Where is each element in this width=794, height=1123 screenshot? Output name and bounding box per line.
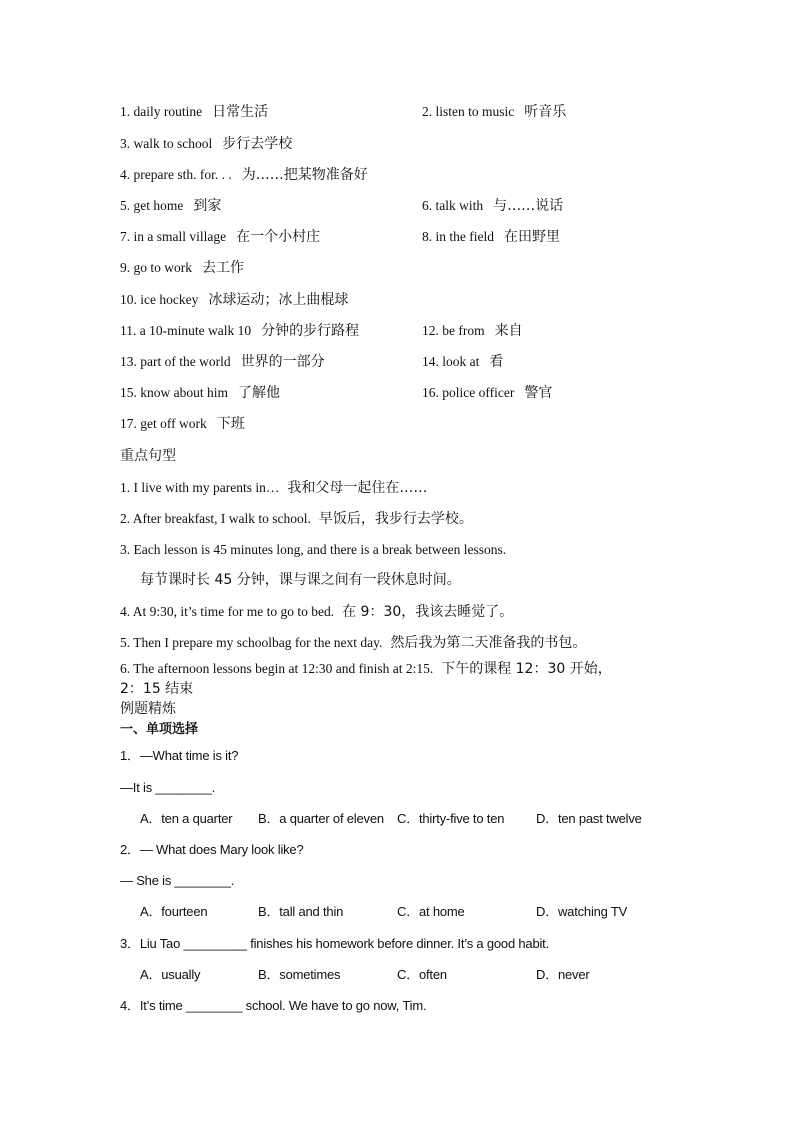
phrase-item: 4. prepare sth. for. . . 为……把某物准备好 bbox=[120, 167, 368, 183]
phrase-item: 14. look at 看 bbox=[422, 354, 504, 370]
option-a: A．ten a quarter bbox=[140, 811, 233, 826]
key-sentences-heading: 重点句型 bbox=[120, 448, 176, 464]
phrase-item: 1. daily routine 日常生活 bbox=[120, 104, 269, 120]
sentence-item: 4. At 9:30, it’s time for me to go to bed. 在 9：30，我该去睡觉了。 bbox=[120, 604, 514, 620]
option-b: B．sometimes bbox=[258, 967, 341, 982]
option-a: A．fourteen bbox=[140, 904, 208, 919]
sentence-translation: 每节课时长 45 分钟，课与课之间有一段休息时间。 bbox=[140, 572, 461, 588]
question-stem: —It is ________. bbox=[120, 780, 216, 795]
option-c: C．at home bbox=[397, 904, 465, 919]
phrase-item: 16. police officer 警官 bbox=[422, 385, 553, 401]
phrase-item: 6. talk with 与……说话 bbox=[422, 198, 564, 214]
phrase-item: 13. part of the world 世界的一部分 bbox=[120, 354, 325, 370]
option-d: D．ten past twelve bbox=[536, 811, 642, 826]
question-stem: 2．— What does Mary look like? bbox=[120, 842, 304, 857]
sentence-item: 6. The afternoon lessons begin at 12:30 and finish at 2:15. 下午的课程 12：30 开始， bbox=[120, 661, 612, 677]
phrase-item: 17. get off work 下班 bbox=[120, 416, 245, 432]
phrase-item: 3. walk to school 步行去学校 bbox=[120, 136, 293, 152]
section-title: 一、单项选择 bbox=[120, 722, 199, 737]
option-b: B．tall and thin bbox=[258, 904, 344, 919]
option-d: D．never bbox=[536, 967, 590, 982]
option-c: C．thirty-five to ten bbox=[397, 811, 505, 826]
phrase-item: 11. a 10-minute walk 10 分钟的步行路程 bbox=[120, 323, 360, 339]
phrase-item: 2. listen to music 听音乐 bbox=[422, 104, 567, 120]
question-stem: — She is ________. bbox=[120, 873, 235, 888]
option-a: A．usually bbox=[140, 967, 201, 982]
exercise-heading: 例题精炼 bbox=[120, 701, 176, 717]
phrase-item: 7. in a small village 在一个小村庄 bbox=[120, 229, 321, 245]
phrase-item: 8. in the field 在田野里 bbox=[422, 229, 560, 245]
question-stem: 3．Liu Tao _________ finishes his homework before dinner. It’s a good habit. bbox=[120, 936, 549, 951]
phrase-item: 5. get home 到家 bbox=[120, 198, 222, 214]
phrase-item: 15. know about him 了解他 bbox=[120, 385, 280, 401]
sentence-continuation: 2：15 结束 bbox=[120, 681, 194, 697]
sentence-item: 5. Then I prepare my schoolbag for the next day. 然后我为第二天准备我的书包。 bbox=[120, 635, 587, 651]
phrase-item: 12. be from 来自 bbox=[422, 323, 523, 339]
question-stem: 4．It’s time ________ school. We have to go now, Tim. bbox=[120, 998, 427, 1013]
option-b: B．a quarter of eleven bbox=[258, 811, 384, 826]
option-d: D．watching TV bbox=[536, 904, 628, 919]
option-c: C．often bbox=[397, 967, 447, 982]
phrase-item: 9. go to work 去工作 bbox=[120, 260, 244, 276]
sentence-item: 3. Each lesson is 45 minutes long, and there is a break between lessons. bbox=[120, 542, 507, 557]
sentence-item: 1. I live with my parents in… 我和父母一起住在…… bbox=[120, 480, 428, 496]
question-stem: 1．—What time is it? bbox=[120, 748, 239, 763]
sentence-item: 2. After breakfast, I walk to school. 早饭后，我步行去学校。 bbox=[120, 511, 473, 527]
phrase-item: 10. ice hockey 冰球运动；冰上曲棍球 bbox=[120, 292, 349, 308]
